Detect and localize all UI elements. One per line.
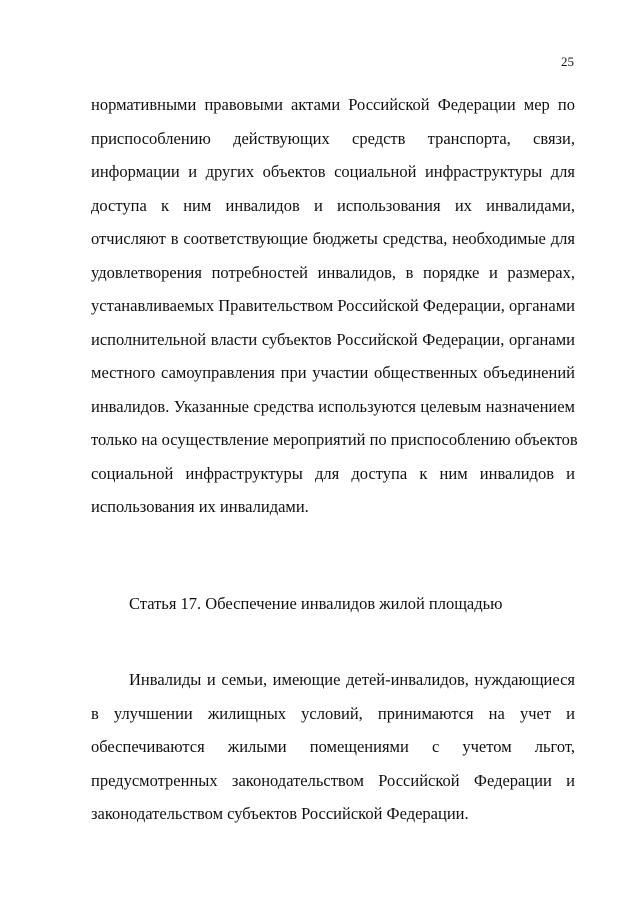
text-line: исполнительной власти субъектов Российской Федерации, органами bbox=[91, 329, 575, 349]
page-number: 25 bbox=[561, 54, 574, 69]
article-heading: Статья 17. Обеспечение инвалидов жилой площадью bbox=[129, 594, 503, 613]
text-line: отчисляют в соответствующие бюджеты средства, необходимые для bbox=[91, 229, 575, 248]
article-paragraph bbox=[91, 663, 575, 831]
text-line: информации и других объектов социальной инфраструктуры для bbox=[91, 162, 575, 181]
text-line: приспособлению действующих средств транспорта, связи, bbox=[91, 128, 575, 148]
text-line: Инвалиды и семьи, имеющие детей-инвалидов, нуждающиеся bbox=[129, 670, 575, 689]
text-line: в улучшении жилищных условий, принимаются на учет и bbox=[91, 703, 575, 723]
paragraph-continuation bbox=[91, 88, 578, 524]
text-line: инвалидов. Указанные средства используются целевым назначением bbox=[91, 396, 575, 416]
text-line: местного самоуправления при участии общественных объединений bbox=[91, 363, 575, 382]
text-line: предусмотренных законодательством Российской Федерации и bbox=[91, 770, 575, 790]
text-line: использования их инвалидами. bbox=[91, 497, 309, 516]
text-line: устанавливаемых Правительством Российской Федерации, органами bbox=[91, 296, 575, 315]
text-line: доступа к ним инвалидов и использования их инвалидами, bbox=[91, 195, 575, 215]
text-line: нормативными правовыми актами Российской Федерации мер по bbox=[91, 95, 575, 114]
text-line: социальной инфраструктуры для доступа к ним инвалидов и bbox=[91, 463, 575, 483]
text-line: удовлетворения потребностей инвалидов, в порядке и размерах, bbox=[91, 262, 575, 282]
text-line: обеспечиваются жилыми помещениями с учетом льгот, bbox=[91, 737, 575, 756]
text-line: законодательством субъектов Российской Федерации. bbox=[91, 804, 469, 823]
text-line: только на осуществление мероприятий по приспособлению объектов bbox=[91, 430, 578, 449]
